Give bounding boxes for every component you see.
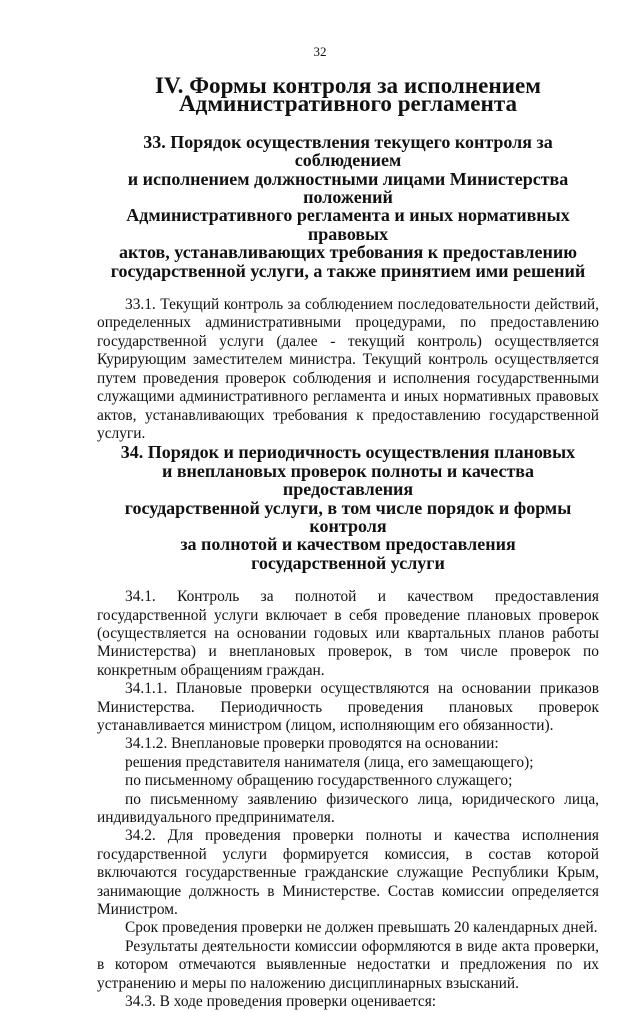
heading-34 [97,443,599,572]
heading-33-line: актов, устанавливающих требования к предоставлению [119,242,577,263]
heading-34-line: и внеплановых проверок полноты и качества предоставления [161,460,535,500]
document-body [97,72,599,1012]
list-item-basis-3: по письменному заявлению физического лица, юридического лица, индивидуального предпринимателя. [97,790,599,827]
heading-34-line: за полнотой и качеством предоставления [180,534,516,555]
heading-34-line: государственной услуги [251,552,445,573]
paragraph-34-1: 34.1. Контроль за полнотой и качеством предоставления государственной услуги включает в себя проведение плановых проверок (осуществляется на основании годовых или квартальных планов работы Министерства) и внеплановых проверок, в том числе проверок по конкретным обращениям граждан. [97,588,599,679]
section-heading-line: Административного регламента [178,90,518,117]
section-heading [97,72,599,117]
paragraph-commission-results: Результаты деятельности комиссии оформляются в виде акта проверки, в котором отмечаются выявленные недостатки и предложения по их устранению и меры по наложению дисциплинарных взысканий. [97,937,599,992]
heading-33-line: 33. Порядок осуществления текущего контроля за соблюдением [143,131,553,171]
paragraph-check-term: Срок проведения проверки не должен превышать 20 календарных дней. [125,919,598,937]
paragraph-34-1-2: 34.1.2. Внеплановые проверки проводятся на основании: [125,735,499,753]
paragraph-33-1: 33.1. Текущий контроль за соблюдением последовательности действий, определенных административными процедурами, по предоставлению государственной услуги (далее - текущий контроль) осуществляется Курирующим заместителем министра. Текущий контроль осуществляется путем проведения проверок соблюдения и исполнения государственными служащими административного регламента и иных нормативных правовых актов, устанавливающих требования к предоставлению государственной услуги. [97,296,599,442]
heading-34-line: государственной услуги, в том числе порядок и формы контроля [124,497,572,536]
list-item-basis-1: решения представителя нанимателя (лица, его замещающего); [125,753,534,771]
heading-33-line: государственной услуги, а также принятием ими решений [110,260,586,281]
heading-34-line: 34. Порядок и периодичность осуществления плановых [120,442,576,463]
heading-33 [97,133,599,280]
heading-33-line: и исполнением должностными лицами Министерства положений [127,168,569,208]
list-item-basis-2: по письменному обращению государственного служащего; [125,772,513,790]
paragraph-34-3: 34.3. В ходе проведения проверки оценивается: [125,993,437,1011]
page-number: 32 [313,44,327,59]
paragraph-34-1-1: 34.1.1. Плановые проверки осуществляются на основании приказов Министерства. Периодичность проведения плановых проверок устанавливается министром (лицом, исполняющим его обязанности). [97,680,599,734]
section-heading-line: IV. Формы контроля за исполнением [155,72,541,98]
heading-33-line: Административного регламента и иных нормативных правовых [126,205,570,244]
paragraph-34-2: 34.2. Для проведения проверки полноты и качества исполнения государственной услуги формируется комиссия, в состав которой включаются государственные гражданские служащие Республики Крым, занимающие должность в Министерстве. Состав комиссии определяется Министром. [97,827,599,919]
